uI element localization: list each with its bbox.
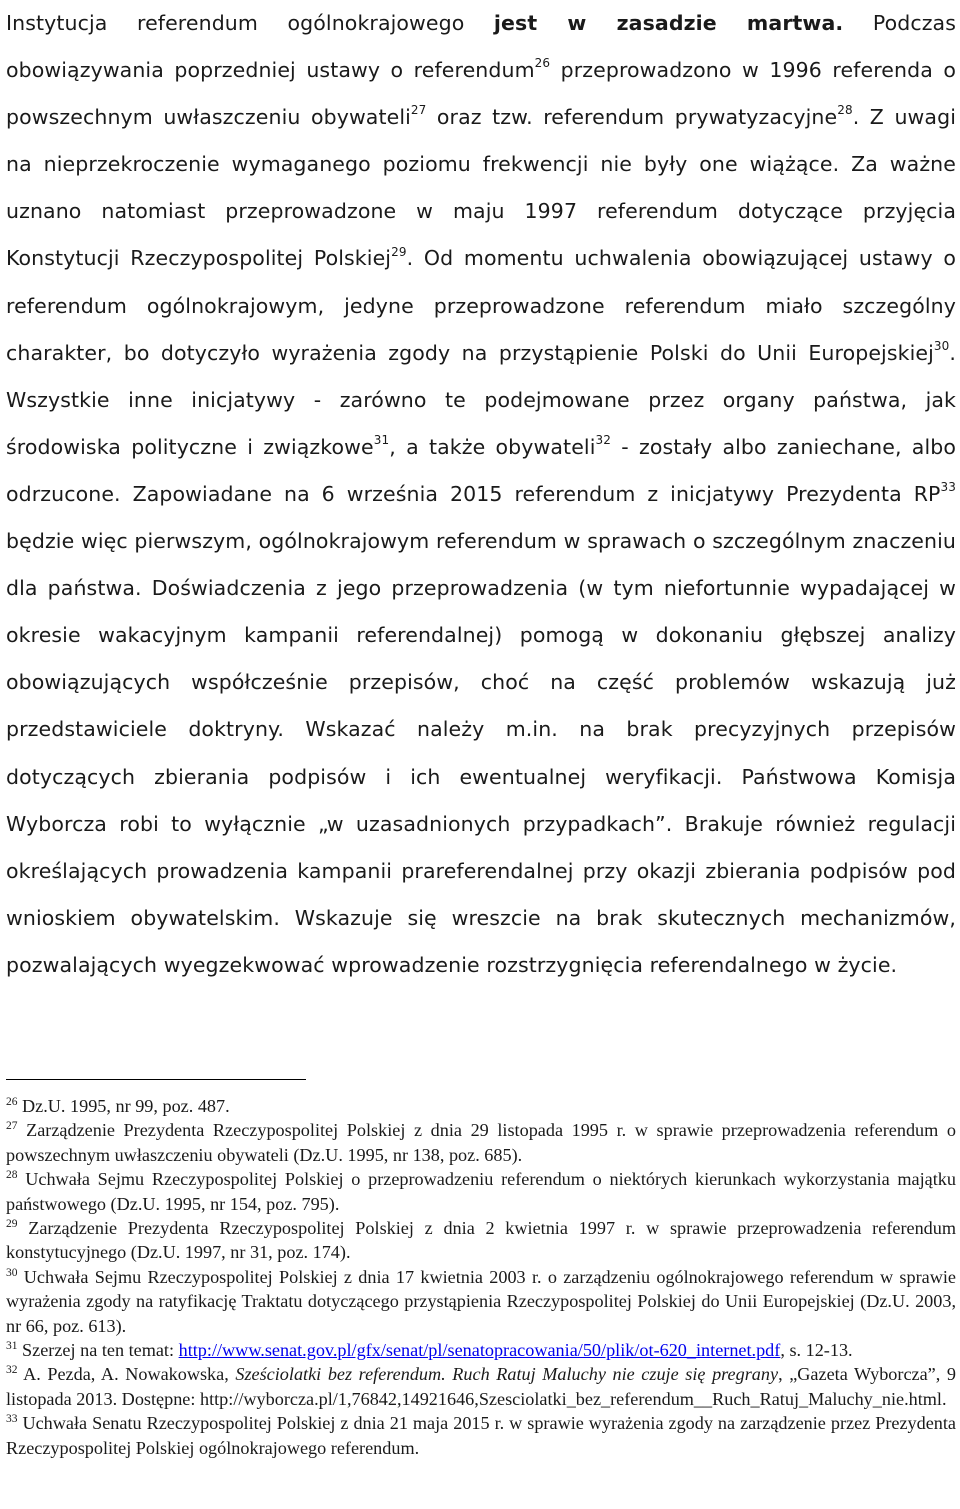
footnote-ref-33[interactable]: 33: [940, 480, 956, 495]
footnote-ref-32[interactable]: 32: [595, 433, 611, 448]
main-paragraph: [6, 0, 956, 989]
text-run: , a także obywateli: [389, 434, 596, 459]
footnote-number: 29: [6, 1217, 18, 1230]
footnote-26: [6, 1094, 956, 1118]
text-run: - zostały albo zaniechane, albo odrzucone. Zapowiadane na 6 września 2015 referendum z inicjatywy Prezydenta RP: [6, 434, 957, 506]
footnote-text: Zarządzenie Prezydenta Rzeczypospolitej Polskiej z dnia 29 listopada 1995 r. w sprawie przeprowadzenia referendum o powszechnym uwłaszczeniu obywateli (Dz.U. 1995, nr 138, poz. 685).: [6, 1120, 956, 1165]
text-run: . Wszystkie inne inicjatywy - zarówno te podejmowane przez organy państwa, jak środowiska polityczne i związkowe: [6, 340, 956, 459]
footnote-text: Szerzej na ten temat:: [17, 1340, 179, 1361]
footnote-33: [6, 1411, 956, 1460]
footnote-ref-30[interactable]: 30: [933, 338, 950, 353]
footnote-27: [6, 1118, 956, 1167]
footnote-number: 27: [6, 1120, 18, 1133]
bold-text: jest w zasadzie martwa.: [493, 11, 844, 35]
footnote-ref-26[interactable]: 26: [534, 56, 551, 71]
footnote-text: Uchwała Sejmu Rzeczypospolitej Polskiej o przeprowadzeniu referendum o niektórych kierunkach wykorzystania majątku państwowego (Dz.U. 1995, nr 154, poz. 795).: [6, 1169, 956, 1214]
footnotes-section: [6, 1079, 956, 1460]
footnote-text: Dz.U. 1995, nr 99, poz. 487.: [17, 1096, 230, 1116]
text-run: oraz tzw. referendum prywatyzacyjne: [426, 105, 838, 130]
footnote-number: 30: [6, 1266, 18, 1279]
text-run: . Od momentu uchwalenia obowiązującej ustawy o referendum ogólnokrajowym, jedyne przeprowadzone referendum miało szczególny charakter, bo dotyczyło wyrażenia zgody na przystąpienie Polski do Unii Europejskiej: [6, 246, 956, 365]
footnote-separator: [6, 1079, 306, 1080]
footnote-text: A. Pezda, A. Nowakowska,: [17, 1364, 236, 1385]
footnote-text: , s. 12-13.: [780, 1340, 853, 1361]
footnote-number: 26: [6, 1095, 18, 1108]
text-run: Instytucja referendum ogólnokrajowego: [6, 11, 494, 35]
footnote-text: Uchwała Sejmu Rzeczypospolitej Polskiej z dnia 17 kwietnia 2003 r. o zarządzeniu ogólnokrajowego referendum w sprawie wyrażenia zgody na ratyfikację Traktatu dotyczącego przystąpienia Rzeczypospolitej Polskiej do Unii Europejskiej (Dz.U. 2003, nr 66, poz. 613).: [6, 1266, 956, 1336]
footnote-number: 31: [6, 1340, 18, 1352]
footnote-28: [6, 1167, 956, 1216]
footnote-ref-31[interactable]: 31: [373, 433, 390, 448]
text-run: przeprowadzono w 1996 referenda o powszechnym uwłaszczeniu obywateli: [6, 58, 956, 130]
senat-link[interactable]: http://www.senat.gov.pl/gfx/senat/pl/senatopracowania/50/plik/ot-620_internet.pdf: [178, 1340, 781, 1361]
footnote-text: Uchwała Senatu Rzeczypospolitej Polskiej z dnia 21 maja 2015 r. w sprawie wyrażenia zgody na zarządzenie przez Prezydenta Rzeczypospolitej Polskiej ogólnokrajowego referendum.: [6, 1413, 956, 1458]
footnote-text: Zarządzenie Prezydenta Rzeczypospolitej Polskiej z dnia 2 kwietnia 1997 r. w sprawie przeprowadzenia referendum konstytucyjnego (Dz.U. 1997, nr 31, poz. 174).: [6, 1218, 956, 1263]
footnote-number: 33: [6, 1413, 18, 1426]
footnote-30: [6, 1265, 956, 1338]
footnote-ref-29[interactable]: 29: [391, 244, 407, 259]
article-title: Sześciolatki bez referendum. Ruch Ratuj Maluchy nie czuje się pregrany: [235, 1364, 779, 1385]
footnote-text: , „Gazeta Wyborcza”, 9 listopada 2013. Dostępne: http://wyborcza.pl/1,76842,14921646,Szesciolatki_bez_referendum__Ruch_Ratuj_Maluchy_nie.html.: [6, 1364, 956, 1409]
document-page: [6, 0, 957, 1458]
footnote-number: 28: [6, 1169, 18, 1182]
text-run: . Z uwagi na nieprzekroczenie wymaganego poziomu frekwencji nie były one wiążące. Za ważne uznano natomiast przeprowadzone w maju 1997 referendum dotyczące przyjęcia Konstytucji Rzeczypospolitej Polskiej: [6, 105, 956, 271]
footnote-31: [6, 1338, 956, 1362]
text-run: będzie więc pierwszym, ogólnokrajowym referendum w sprawach o szczególnym znaczeniu dla państwa. Doświadczenia z jego przeprowadzenia (w tym niefortunnie wypadającej w okresie wakacyjnym kampanii referendalnej) pomogą w dokonaniu głębszej analizy obowiązujących współcześnie przepisów, choć na część problemów wskazują już przedstawiciele doktryny. Wskazać należy m.in. na brak precyzyjnych przepisów dotyczących zbierania podpisów i ich ewentualnej weryfikacji. Państwowa Komisja Wyborcza robi to wyłącznie „w uzasadnionych przypadkach”. Brakuje również regulacji określających prowadzenia kampanii prareferendalnej przy okazji zbierania podpisów pod wnioskiem obywatelskim. Wskazuje się wreszcie na brak skutecznych mechanizmów, pozwalających wyegzekwować wprowadzenie rozstrzygnięcia referendalnego w życie.: [6, 529, 956, 977]
footnote-29: [6, 1216, 956, 1265]
footnote-32: [6, 1362, 956, 1411]
footnote-number: 32: [6, 1364, 18, 1377]
footnote-ref-27[interactable]: 27: [410, 103, 427, 118]
text-run: Podczas obowiązywania poprzedniej ustawy o referendum: [6, 11, 956, 83]
footnote-ref-28[interactable]: 28: [837, 103, 853, 118]
